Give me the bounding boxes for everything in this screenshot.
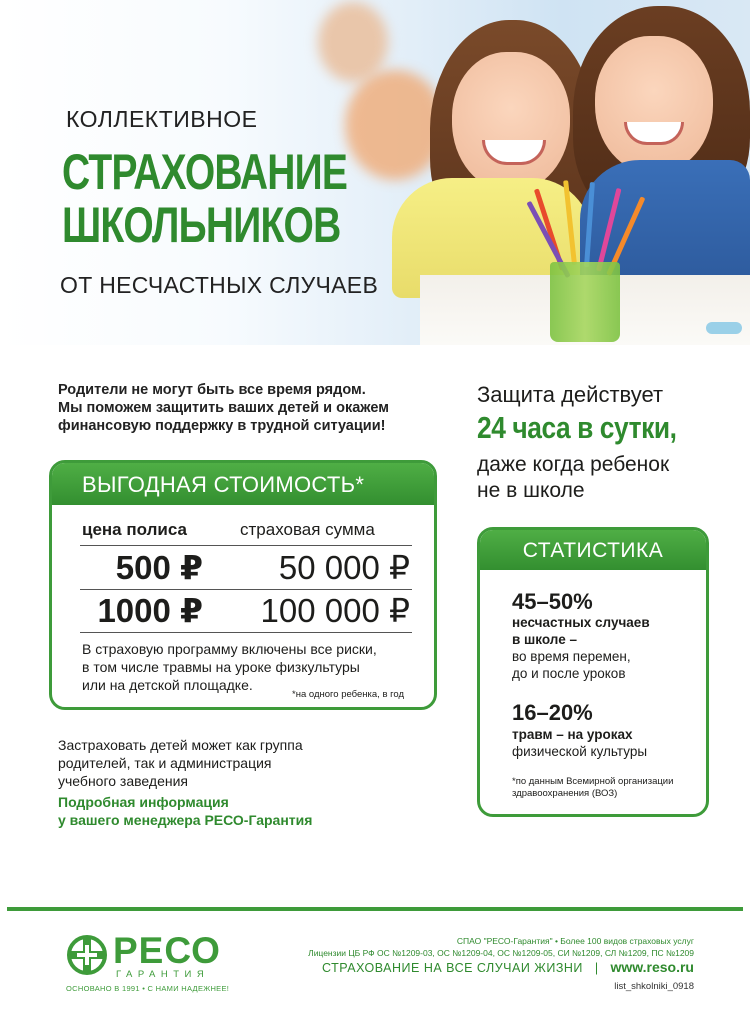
girl-right-face bbox=[595, 36, 713, 174]
website-link[interactable]: www.reso.ru bbox=[610, 959, 694, 975]
column-policy-price: цена полиса bbox=[82, 520, 187, 539]
logo-name: РЕСО bbox=[113, 930, 221, 971]
protection-line: даже когда ребенок bbox=[477, 453, 670, 476]
separator: | bbox=[594, 961, 599, 975]
protection-line-1: Защита действует bbox=[477, 382, 664, 407]
title-accidents: ОТ НЕСЧАСТНЫХ СЛУЧАЕВ bbox=[60, 272, 379, 298]
note-line: В страховую программу включены все риски, bbox=[82, 641, 377, 657]
group-text bbox=[58, 736, 358, 790]
protection-24h: 24 часа в сутки, bbox=[477, 410, 677, 445]
pricing-note bbox=[82, 640, 422, 694]
price-value: 500 ₽ bbox=[115, 549, 203, 586]
sum-value: 50 000 ₽ bbox=[278, 549, 410, 586]
group-line: Застраховать детей может как группа bbox=[58, 737, 303, 753]
company-info: СПАО "РЕСО-Гарантия" • Более 100 видов страховых услуг bbox=[456, 936, 694, 946]
girl-left-face bbox=[452, 52, 570, 192]
title-collective: КОЛЛЕКТИВНОЕ bbox=[66, 106, 258, 132]
stat-description bbox=[512, 726, 702, 760]
intro-text bbox=[58, 381, 428, 435]
divider bbox=[80, 589, 412, 590]
manager-line: у вашего менеджера РЕСО-Гарантия bbox=[58, 812, 313, 828]
source-line: *по данным Всемирной организации bbox=[512, 776, 674, 787]
intro-line: Родители не могут быть все время рядом. bbox=[58, 382, 366, 398]
stat-line: до и после уроков bbox=[512, 666, 626, 681]
reso-logo-icon bbox=[67, 935, 107, 975]
background-child-blur bbox=[318, 2, 388, 82]
manager-line: Подробная информация bbox=[58, 794, 229, 810]
logo-tagline: ОСНОВАНО В 1991 • С НАМИ НАДЕЖНЕЕ! bbox=[66, 984, 230, 993]
intro-line: финансовую поддержку в трудной ситуации! bbox=[58, 418, 386, 434]
stat-bold-line: в школе – bbox=[512, 632, 577, 647]
stat-bold-line: несчастных случаев bbox=[512, 615, 650, 630]
stat-description bbox=[512, 614, 702, 682]
licenses: Лицензии ЦБ РФ ОС №1209-03, ОС №1209-04, ОС №1209-05, СИ №1209, СЛ №1209, ПС №1209 bbox=[308, 948, 694, 958]
manager-info bbox=[58, 793, 312, 829]
pricing-header: ВЫГОДНАЯ СТОИМОСТЬ* bbox=[52, 463, 434, 505]
hero-photo bbox=[0, 0, 750, 345]
eraser bbox=[706, 322, 742, 334]
divider bbox=[80, 632, 412, 633]
pencil-cup bbox=[550, 262, 620, 342]
sum-value: 100 000 ₽ bbox=[260, 592, 410, 629]
footer-divider bbox=[7, 907, 743, 911]
stat-bold-line: травм – на уроках bbox=[512, 727, 633, 742]
slogan: СТРАХОВАНИЕ НА ВСЕ СЛУЧАИ ЖИЗНИ bbox=[322, 961, 583, 975]
title-insurance: СТРАХОВАНИЕ bbox=[62, 144, 348, 200]
protection-line: не в школе bbox=[477, 479, 585, 502]
protection-text bbox=[477, 452, 727, 504]
divider bbox=[80, 545, 412, 546]
pricing-footnote: *на одного ребенка, в год bbox=[292, 689, 405, 700]
group-line: родителей, так и администрация bbox=[58, 755, 272, 771]
column-insured-sum: страховая сумма bbox=[240, 520, 375, 539]
slogan-row bbox=[322, 959, 694, 975]
statistics-header: СТАТИСТИКА bbox=[480, 530, 706, 570]
intro-line: Мы поможем защитить ваших детей и окажем bbox=[58, 400, 389, 416]
stat-value: 45–50% bbox=[512, 589, 593, 614]
price-value: 1000 ₽ bbox=[97, 592, 203, 629]
document-code: list_shkolniki_0918 bbox=[614, 981, 694, 992]
note-line: или на детской площадке. bbox=[82, 677, 253, 693]
stat-line: во время перемен, bbox=[512, 649, 631, 664]
stat-value: 16–20% bbox=[512, 700, 593, 725]
group-line: учебного заведения bbox=[58, 773, 188, 789]
note-line: в том числе травмы на уроке физкультуры bbox=[82, 659, 360, 675]
stat-line: физической культуры bbox=[512, 744, 648, 759]
title-schoolchildren: ШКОЛЬНИКОВ bbox=[62, 197, 341, 253]
source-line: здравоохранения (ВОЗ) bbox=[512, 788, 618, 799]
logo-subtitle: ГАРАНТИЯ bbox=[116, 969, 210, 980]
stat-source bbox=[512, 776, 673, 800]
